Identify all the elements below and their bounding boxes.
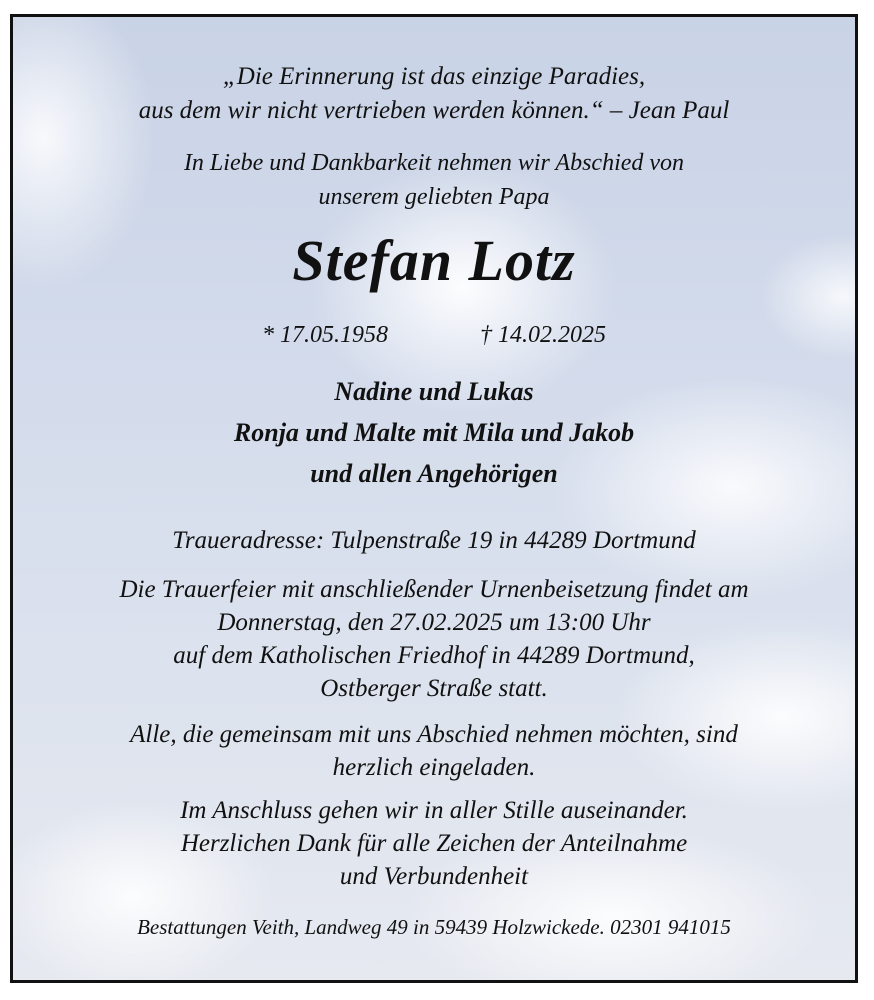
invitation-line-1: Alle, die gemeinsam mit uns Abschied nehmen möchten, sind — [130, 721, 738, 748]
birth-date: * 17.05.1958 — [262, 322, 388, 348]
funeral-home-footer: Bestattungen Veith, Landweg 49 in 59439 Holzwickede. 02301 941015 — [137, 915, 731, 939]
obituary-notice — [10, 14, 858, 983]
mourning-address: Traueradresse: Tulpenstraße 19 in 44289 Dortmund — [172, 527, 696, 554]
family-line-1: Nadine und Lukas — [334, 377, 534, 406]
closing-line-3: und Verbundenheit — [339, 863, 529, 890]
quote-line-1: „Die Erinnerung ist das einzige Paradies, — [222, 63, 646, 90]
family-line-2: Ronja und Malte mit Mila und Jakob — [233, 418, 635, 447]
deceased-name: Stefan Lotz — [292, 228, 576, 293]
ceremony-line-2: Donnerstag, den 27.02.2025 um 13:00 Uhr — [217, 609, 651, 636]
quote-line-2: aus dem wir nicht vertrieben werden können.“ – Jean Paul — [138, 97, 730, 124]
invitation-line-2: herzlich eingeladen. — [332, 754, 536, 781]
closing-line-2: Herzlichen Dank für alle Zeichen der Anteilnahme — [180, 830, 688, 857]
closing-line-1: Im Anschluss gehen wir in aller Stille auseinander. — [180, 797, 688, 824]
life-dates — [13, 322, 855, 349]
intro-line-1: In Liebe und Dankbarkeit nehmen wir Abschied von — [183, 150, 685, 176]
ceremony-line-4: Ostberger Straße statt. — [320, 675, 548, 702]
death-date: † 14.02.2025 — [480, 322, 606, 348]
ceremony-line-3: auf dem Katholischen Friedhof in 44289 Dortmund, — [173, 642, 695, 669]
ceremony-line-1: Die Trauerfeier mit anschließender Urnenbeisetzung findet am — [119, 576, 749, 603]
intro-line-2: unserem geliebten Papa — [318, 184, 550, 210]
family-line-3: und allen Angehörigen — [310, 459, 558, 488]
